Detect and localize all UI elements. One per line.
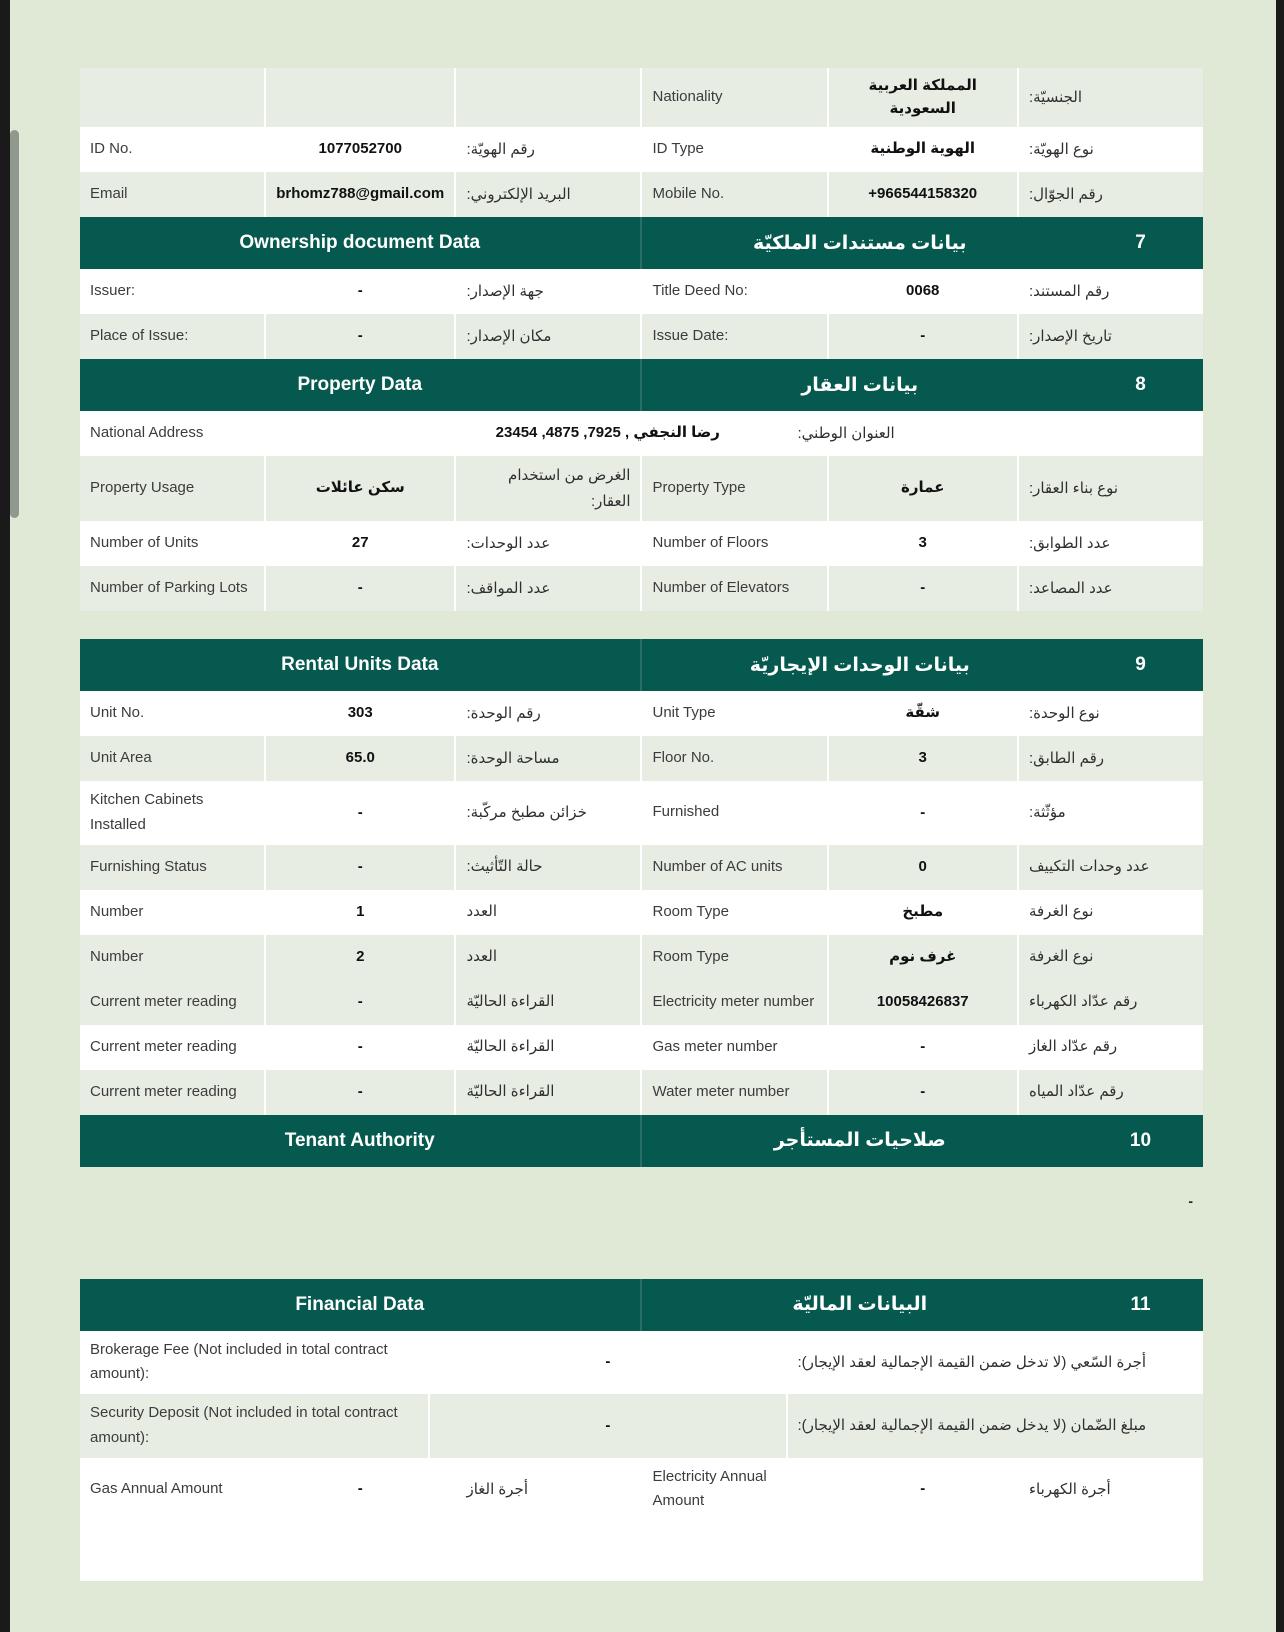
field-value: عمارة — [829, 456, 1017, 521]
section-header-right — [642, 1115, 1204, 1167]
field-value: مطبخ — [829, 890, 1017, 935]
field-label-ar: مساحة الوحدة: — [456, 736, 640, 781]
field-label-ar: نوع بناء العقار: — [1019, 456, 1203, 521]
section-header — [80, 639, 1203, 691]
table-row — [80, 1070, 1203, 1115]
field-label-en: Issue Date: — [642, 314, 826, 359]
field-label-ar: خزائن مطبخ مركّبة: — [456, 781, 640, 845]
field-label-ar: حالة التّأثيث: — [456, 845, 640, 890]
scrollbar-thumb[interactable] — [10, 130, 19, 518]
field-label-en: National Address — [80, 411, 428, 456]
field-label-ar: نوع الغرفة — [1019, 890, 1203, 935]
field-label-ar: القراءة الحاليّة — [456, 1070, 640, 1115]
section-title-ar: بيانات مستندات الملكيّة — [752, 232, 967, 254]
field-label-en: Electricity Annual Amount — [642, 1458, 826, 1522]
field-label-ar: القراءة الحاليّة — [456, 1025, 640, 1070]
tenant-authority-value: - — [1188, 1192, 1193, 1209]
table-row — [80, 1025, 1203, 1070]
field-label-en: Number of Parking Lots — [80, 566, 264, 611]
section-title-en: Financial Data — [80, 1279, 642, 1331]
section-header — [80, 1115, 1203, 1167]
field-label-ar: رقم الهويّة: — [456, 127, 640, 172]
field-label-ar: جهة الإصدار: — [456, 269, 640, 314]
field-value: شقّة — [829, 691, 1017, 736]
field-label-ar: القراءة الحاليّة — [456, 980, 640, 1025]
field-value: - — [266, 845, 454, 890]
field-label-en: Floor No. — [642, 736, 826, 781]
field-label-en: Place of Issue: — [80, 314, 264, 359]
field-label-ar: عدد وحدات التكييف — [1019, 845, 1203, 890]
section-number: 8 — [1135, 374, 1146, 395]
field-label-en: ID No. — [80, 127, 264, 172]
section-title-en: Property Data — [80, 359, 642, 411]
table-row — [80, 68, 1203, 127]
section-title-en: Ownership document Data — [80, 217, 642, 269]
field-label-en: Current meter reading — [80, 1070, 264, 1115]
table-row — [80, 127, 1203, 172]
field-value: - — [829, 781, 1017, 845]
table-row — [80, 172, 1203, 217]
field-label-ar: مؤثّثة: — [1019, 781, 1203, 845]
field-label-en: Furnishing Status — [80, 845, 264, 890]
section-title-en: Tenant Authority — [80, 1115, 642, 1167]
section-header — [80, 217, 1203, 269]
field-value: 303 — [266, 691, 454, 736]
field-label-en: Property Type — [642, 456, 826, 521]
field-value: - — [430, 1394, 785, 1458]
field-label-ar: رقم الطابق: — [1019, 736, 1203, 781]
field-label-en: Mobile No. — [642, 172, 826, 217]
field-value: رضا النجفي , 7925, 4875, 23454 — [430, 411, 785, 456]
field-value: 27 — [266, 521, 454, 566]
table-row — [80, 411, 1203, 456]
section-number: 9 — [1135, 654, 1146, 675]
section-header-right — [642, 639, 1204, 691]
field-value: 1077052700 — [266, 127, 454, 172]
field-value: المملكة العربية السعودية — [829, 68, 1017, 127]
table-row — [80, 736, 1203, 781]
field-label-en: Water meter number — [642, 1070, 826, 1115]
field-value: - — [829, 1458, 1017, 1522]
field-label-en: Gas meter number — [642, 1025, 826, 1070]
field-value: - — [266, 1025, 454, 1070]
field-label-en: Unit Type — [642, 691, 826, 736]
field-value: سكن عائلات — [266, 456, 454, 521]
table-row — [80, 314, 1203, 359]
field-value: 3 — [829, 736, 1017, 781]
field-label-en: Room Type — [642, 935, 826, 980]
field-label-ar: الجنسيّة: — [1019, 68, 1203, 127]
table-row — [80, 890, 1203, 935]
field-label-ar: نوع الوحدة: — [1019, 691, 1203, 736]
section-header-right — [642, 1279, 1204, 1331]
field-label-en: Issuer: — [80, 269, 264, 314]
field-label-ar: الغرض من استخدام العقار: — [456, 456, 640, 521]
table-row — [80, 1331, 1203, 1395]
field-label-ar: رقم عدّاد الغاز — [1019, 1025, 1203, 1070]
screen-edge-right — [1276, 0, 1284, 1632]
field-value: +966544158320 — [829, 172, 1017, 217]
table-row — [80, 935, 1203, 980]
field-label-ar: أجرة السّعي (لا تدخل ضمن القيمة الإجمالية لعقد الإيجار): — [788, 1331, 1204, 1395]
field-value: - — [829, 1025, 1017, 1070]
field-label-en: ID Type — [642, 127, 826, 172]
field-value: - — [829, 314, 1017, 359]
field-label-en: Title Deed No: — [642, 269, 826, 314]
section-title-ar: بيانات العقار — [801, 374, 919, 396]
field-label-en: Current meter reading — [80, 1025, 264, 1070]
field-label-en: Number of AC units — [642, 845, 826, 890]
section-header-right — [642, 359, 1204, 411]
table-row — [80, 845, 1203, 890]
field-label-ar: العنوان الوطني: — [788, 411, 1204, 456]
field-label-en: Number — [80, 935, 264, 980]
field-value: 10058426837 — [829, 980, 1017, 1025]
section-number: 11 — [1130, 1293, 1151, 1315]
field-label-en: Gas Annual Amount — [80, 1458, 264, 1522]
field-label-en: Property Usage — [80, 456, 264, 521]
section-title-en: Rental Units Data — [80, 639, 642, 691]
field-value: الهوية الوطنية — [829, 127, 1017, 172]
field-label-ar: البريد الإلكتروني: — [456, 172, 640, 217]
field-label-ar: عدد المواقف: — [456, 566, 640, 611]
field-value: 2 — [266, 935, 454, 980]
field-label-en: Security Deposit (Not included in total contract amount): — [80, 1394, 428, 1458]
field-label-ar: رقم المستند: — [1019, 269, 1203, 314]
table-row — [80, 980, 1203, 1025]
field-label-en: Room Type — [642, 890, 826, 935]
document-tail — [80, 1521, 1203, 1581]
field-label-en: Number of Floors — [642, 521, 826, 566]
field-label-en: Email — [80, 172, 264, 217]
field-label-en: Kitchen Cabinets Installed — [80, 781, 264, 845]
field-label-en: Furnished — [642, 781, 826, 845]
field-label-ar: رقم الوحدة: — [456, 691, 640, 736]
field-label-en: Unit Area — [80, 736, 264, 781]
section-header — [80, 359, 1203, 411]
section-gap — [80, 611, 1203, 639]
table-row — [80, 1458, 1203, 1522]
field-label-ar: عدد الوحدات: — [456, 521, 640, 566]
field-label-ar: العدد — [456, 935, 640, 980]
section-number: 7 — [1135, 232, 1146, 253]
section-number: 10 — [1129, 1129, 1152, 1151]
table-row — [80, 456, 1203, 521]
field-label-ar: رقم عدّاد المياه — [1019, 1070, 1203, 1115]
field-value: - — [266, 781, 454, 845]
field-value: 3 — [829, 521, 1017, 566]
field-label-en: Current meter reading — [80, 980, 264, 1025]
section-header-right — [642, 217, 1204, 269]
field-value: 0068 — [829, 269, 1017, 314]
field-label-ar: رقم عدّاد الكهرباء — [1019, 980, 1203, 1025]
contract-document — [80, 68, 1203, 1581]
table-row — [80, 269, 1203, 314]
section-title-ar: بيانات الوحدات الإيجاريّة — [749, 654, 970, 676]
field-value: - — [266, 1070, 454, 1115]
field-label-ar: عدد الطوابق: — [1019, 521, 1203, 566]
field-value: - — [829, 1070, 1017, 1115]
section-title-ar: البيانات الماليّة — [792, 1294, 928, 1315]
field-label-en: Number of Units — [80, 521, 264, 566]
field-value: - — [829, 566, 1017, 611]
table-row — [80, 1394, 1203, 1458]
field-value: - — [430, 1331, 785, 1395]
field-label-ar: مبلغ الضّمان (لا يدخل ضمن القيمة الإجمالية لعقد الإيجار): — [788, 1394, 1204, 1458]
table-row — [80, 521, 1203, 566]
screen-edge-left — [0, 0, 10, 1632]
table-row — [80, 781, 1203, 845]
field-label-ar: العدد — [456, 890, 640, 935]
field-label-ar: تاريخ الإصدار: — [1019, 314, 1203, 359]
field-value: brhomz788@gmail.com — [266, 172, 454, 217]
field-label-en: Unit No. — [80, 691, 264, 736]
table-row — [80, 566, 1203, 611]
field-value: 1 — [266, 890, 454, 935]
field-label-ar: أجرة الغاز — [456, 1458, 640, 1522]
field-value — [266, 68, 454, 127]
field-label-ar — [456, 68, 640, 127]
field-label-ar: رقم الجوّال: — [1019, 172, 1203, 217]
field-label-ar: عدد المصاعد: — [1019, 566, 1203, 611]
section-title-ar: صلاحيات المستأجر — [773, 1130, 946, 1151]
field-label-en: Nationality — [642, 68, 826, 127]
field-value: 65.0 — [266, 736, 454, 781]
field-label-ar: نوع الهويّة: — [1019, 127, 1203, 172]
field-value: - — [266, 980, 454, 1025]
field-label-en: Number of Elevators — [642, 566, 826, 611]
section-header — [80, 1279, 1203, 1331]
field-value: - — [266, 1458, 454, 1522]
field-value: 0 — [829, 845, 1017, 890]
field-label-ar: أجرة الكهرباء — [1019, 1458, 1203, 1522]
field-label-ar: مكان الإصدار: — [456, 314, 640, 359]
table-row — [80, 691, 1203, 736]
field-label-en: Brokerage Fee (Not included in total contract amount): — [80, 1331, 428, 1395]
field-label-ar: نوع الغرفة — [1019, 935, 1203, 980]
field-value: - — [266, 314, 454, 359]
field-label-en: Electricity meter number — [642, 980, 826, 1025]
field-value: غرف نوم — [829, 935, 1017, 980]
field-label-en: Number — [80, 890, 264, 935]
field-value: - — [266, 566, 454, 611]
field-label-en — [80, 68, 264, 127]
field-value: - — [266, 269, 454, 314]
